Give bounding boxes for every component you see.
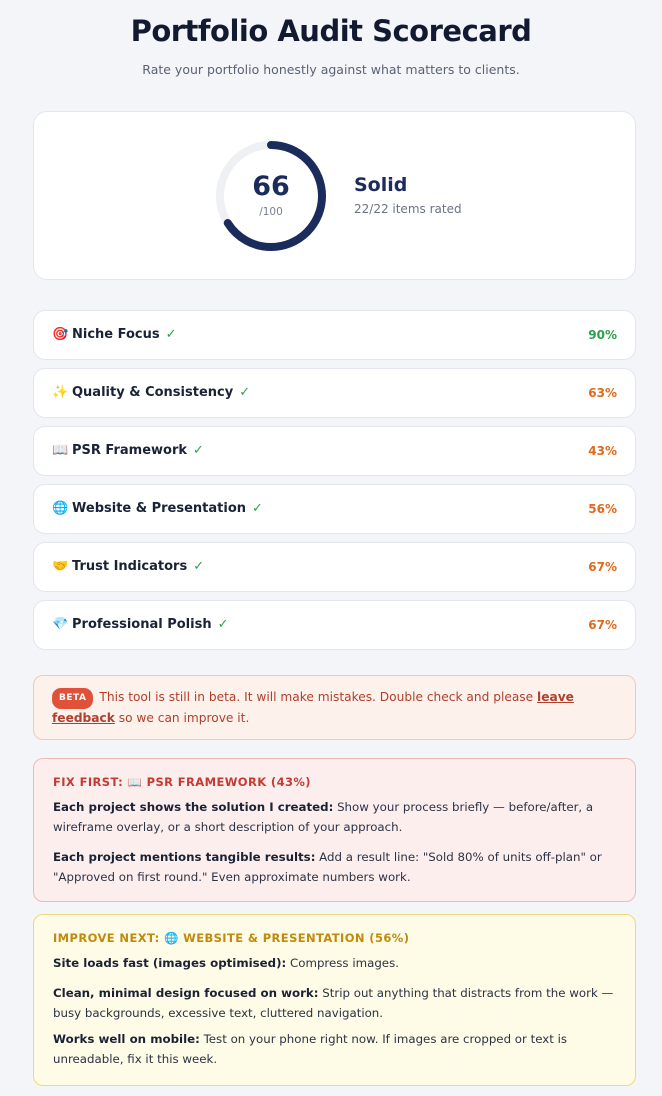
gem-icon: 💎 <box>52 617 69 632</box>
fix-tip-label: Each project mentions tangible results: <box>53 850 316 864</box>
open-book-icon: 📖 <box>52 443 69 458</box>
category-name <box>72 501 263 517</box>
category-label: Quality & Consistency <box>72 385 234 400</box>
category-name <box>72 327 177 343</box>
category-label: Website & Presentation <box>72 501 247 516</box>
beta-notice <box>33 675 636 740</box>
checkmark-icon: ✓ <box>239 385 251 400</box>
beta-message: This tool is still in beta. It will make mistakes. Double check and please <box>99 690 534 704</box>
category-name <box>72 617 229 633</box>
items-rated-count: 22/22 items rated <box>354 202 462 216</box>
category-label: Trust Indicators <box>72 559 188 574</box>
category-row-trust-indicators[interactable] <box>33 542 636 592</box>
checkmark-icon: ✓ <box>252 501 263 516</box>
improve-tip <box>53 953 617 973</box>
category-label: Niche Focus <box>72 327 160 342</box>
rating-label: Solid <box>354 174 408 196</box>
improve-tip-label: Site loads fast (images optimised): <box>53 956 287 970</box>
improve-next-panel <box>33 914 636 1086</box>
improve-tip-label: Works well on mobile: <box>53 1032 200 1046</box>
score-summary-card <box>33 111 636 280</box>
category-row-website-and-presentation[interactable] <box>33 484 636 534</box>
beta-message-end: so we can improve it. <box>118 711 250 725</box>
fix-tip-label: Each project shows the solution I created: <box>53 800 334 814</box>
category-percent: 67% <box>588 560 617 574</box>
improve-tip-label: Clean, minimal design focused on work: <box>53 986 319 1000</box>
sparkles-icon: ✨ <box>52 385 69 400</box>
handshake-icon: 🤝 <box>52 559 69 574</box>
category-percent: 90% <box>588 328 617 342</box>
improve-tip <box>53 983 617 1023</box>
improve-tip <box>53 1029 617 1069</box>
beta-badge: BETA <box>52 688 93 709</box>
category-percent: 63% <box>588 386 617 400</box>
category-label: PSR Framework <box>72 443 188 458</box>
globe-icon: 🌐 <box>52 501 69 516</box>
score-max: /100 <box>259 206 283 218</box>
page-title: Portfolio Audit Scorecard <box>130 14 532 48</box>
improve-tip-text: Strip out anything that distracts from the work — busy backgrounds, excessive text, cluttered navigation. <box>53 986 614 1020</box>
leave-feedback-link[interactable]: leave feedback <box>52 690 574 725</box>
category-percent: 56% <box>588 502 617 516</box>
category-name <box>72 385 250 401</box>
fix-first-heading: FIX FIRST: 📖 PSR FRAMEWORK (43%) <box>53 775 311 789</box>
page-subtitle: Rate your portfolio honestly against what matters to clients. <box>142 62 520 77</box>
category-label: Professional Polish <box>72 617 212 632</box>
score-value: 66 <box>252 171 290 202</box>
checkmark-icon: ✓ <box>165 327 177 342</box>
category-row-professional-polish[interactable] <box>33 600 636 650</box>
category-percent: 67% <box>588 618 617 632</box>
fix-tip-text: Show your process briefly — before/after, a wireframe overlay, or a short description of your approach. <box>53 800 594 834</box>
fix-tip-text: Add a result line: "Sold 80% of units off-plan" or "Approved on first round." Even approximate numbers work. <box>53 850 602 884</box>
category-row-psr-framework[interactable] <box>33 426 636 476</box>
category-percent: 43% <box>588 444 617 458</box>
fix-first-panel <box>33 758 636 902</box>
category-row-niche-focus[interactable] <box>33 310 636 360</box>
category-name <box>72 559 204 575</box>
improve-tip-text: Compress images. <box>290 956 399 970</box>
fix-tip <box>53 797 617 837</box>
improve-tip-text: Test on your phone right now. If images are cropped or text is unreadable, fix it this week. <box>53 1032 568 1066</box>
improve-next-heading: IMPROVE NEXT: 🌐 WEBSITE & PRESENTATION (56%) <box>53 931 410 945</box>
category-name <box>72 443 204 459</box>
checkmark-icon: ✓ <box>193 443 204 458</box>
category-row-quality-and-consistency[interactable] <box>33 368 636 418</box>
checkmark-icon: ✓ <box>217 617 229 632</box>
score-gauge <box>212 137 330 255</box>
target-icon: 🎯 <box>52 327 69 342</box>
checkmark-icon: ✓ <box>193 559 205 574</box>
fix-tip <box>53 847 617 887</box>
